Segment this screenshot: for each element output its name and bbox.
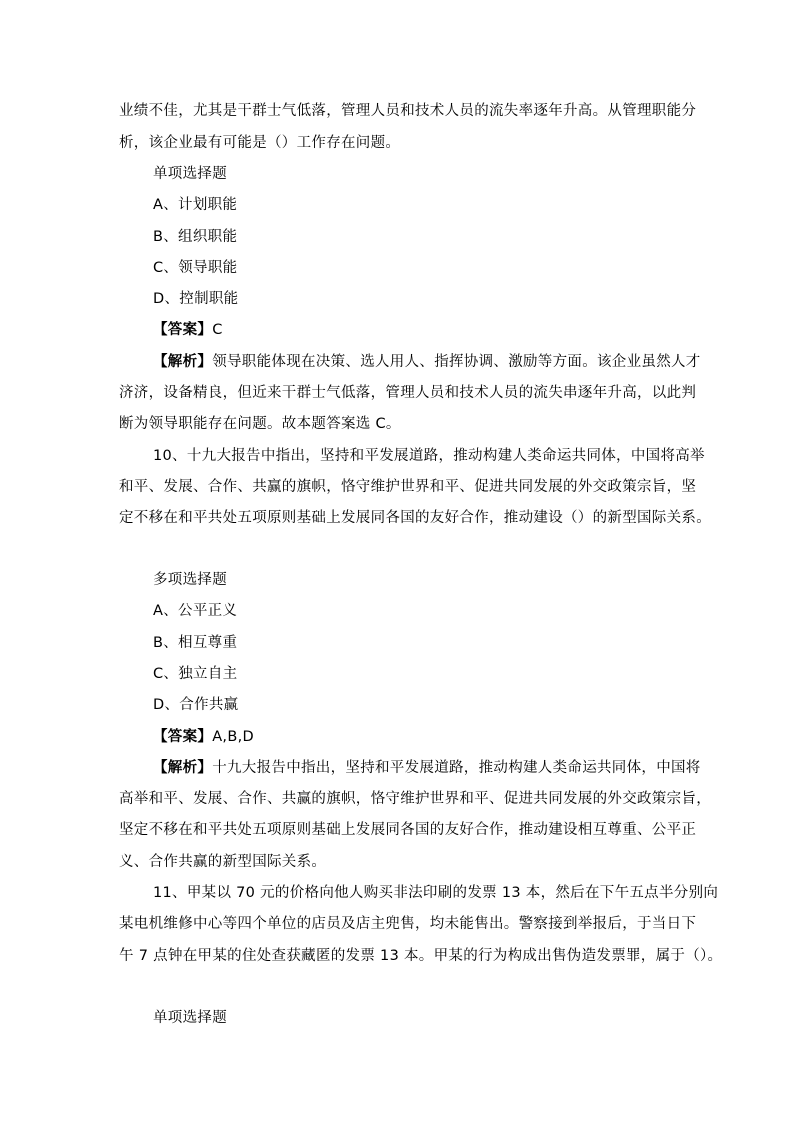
- q9-analysis-line-2: 济济，设备精良，但近来干群士气低落，管理人员和技术人员的流失串逐年升高，以此判: [119, 385, 697, 401]
- q9-option-c: C、领导职能: [153, 260, 238, 276]
- q10-option-b: B、相互尊重: [153, 635, 238, 651]
- q9-question-type: 单项选择题: [153, 166, 227, 182]
- q10-analysis-line-3: 坚定不移在和平共处五项原则基础上发展同各国的友好合作，推动建设相互尊重、公平正: [119, 822, 697, 838]
- q9-analysis-line-3: 断为领导职能存在问题。故本题答案选 C。: [119, 416, 401, 432]
- q10-option-a: A、公平正义: [153, 603, 238, 619]
- q9-stem-line-1: 业绩不佳，尤其是干群士气低落，管理人员和技术人员的流失率逐年升高。从管理职能分: [119, 103, 697, 119]
- q10-answer: [153, 727, 254, 747]
- q10-option-d: D、合作共赢: [153, 697, 239, 713]
- q11-stem-line-2: 某电机维修中心等四个单位的店员及店主兜售，均未能售出。警察接到举报后，于当日下: [119, 916, 697, 932]
- q9-analysis-line-1: [153, 352, 701, 372]
- q11-stem-line-1: 11、甲某以 70 元的价格向他人购买非法印刷的发票 13 本，然后在下午五点半分别向: [153, 885, 719, 901]
- q9-analysis-label: 【解析】: [153, 354, 213, 370]
- q10-analysis-label: 【解析】: [153, 760, 213, 776]
- q10-analysis-line-1: [153, 758, 701, 778]
- q9-answer: [153, 320, 223, 340]
- q9-option-a: A、计划职能: [153, 197, 238, 213]
- q10-stem-line-3: 定不移在和平共处五项原则基础上发展同各国的友好合作，推动建设（）的新型国际关系。: [119, 510, 711, 526]
- q10-stem-line-2: 和平、发展、合作、共赢的旗帜，恪守维护世界和平、促进共同发展的外交政策宗旨，坚: [119, 479, 697, 495]
- q10-answer-label: 【答案】: [153, 729, 213, 745]
- q9-analysis-text-1: 领导职能体现在决策、选人用人、指挥协调、激励等方面。该企业虽然人才: [212, 354, 701, 370]
- q10-analysis-text-1: 十九大报告中指出，坚持和平发展道路，推动构建人类命运共同体，中国将: [212, 760, 701, 776]
- q9-answer-value: C: [212, 322, 223, 338]
- q9-option-d: D、控制职能: [153, 291, 239, 307]
- q11-question-type: 单项选择题: [153, 1010, 227, 1026]
- q9-stem-line-2: 析，该企业最有可能是（）工作存在问题。: [119, 135, 401, 151]
- q10-option-c: C、独立自主: [153, 666, 238, 682]
- q10-analysis-line-4: 义、合作共赢的新型国际关系。: [119, 854, 327, 870]
- q10-answer-value: A,B,D: [212, 729, 254, 745]
- q9-option-b: B、组织职能: [153, 229, 238, 245]
- q9-answer-label: 【答案】: [153, 322, 213, 338]
- q10-question-type: 多项选择题: [153, 572, 227, 588]
- q11-stem-line-3: 午 7 点钟在甲某的住处查获藏匿的发票 13 本。甲某的行为构成出售伪造发票罪，属于（）。: [119, 948, 723, 964]
- q10-analysis-line-2: 高举和平、发展、合作、共赢的旗帜，恪守维护世界和平、促进共同发展的外交政策宗旨，: [119, 791, 711, 807]
- q10-stem-line-1: 10、十九大报告中指出，坚持和平发展道路，推动构建人类命运共同体，中国将高举: [153, 448, 705, 464]
